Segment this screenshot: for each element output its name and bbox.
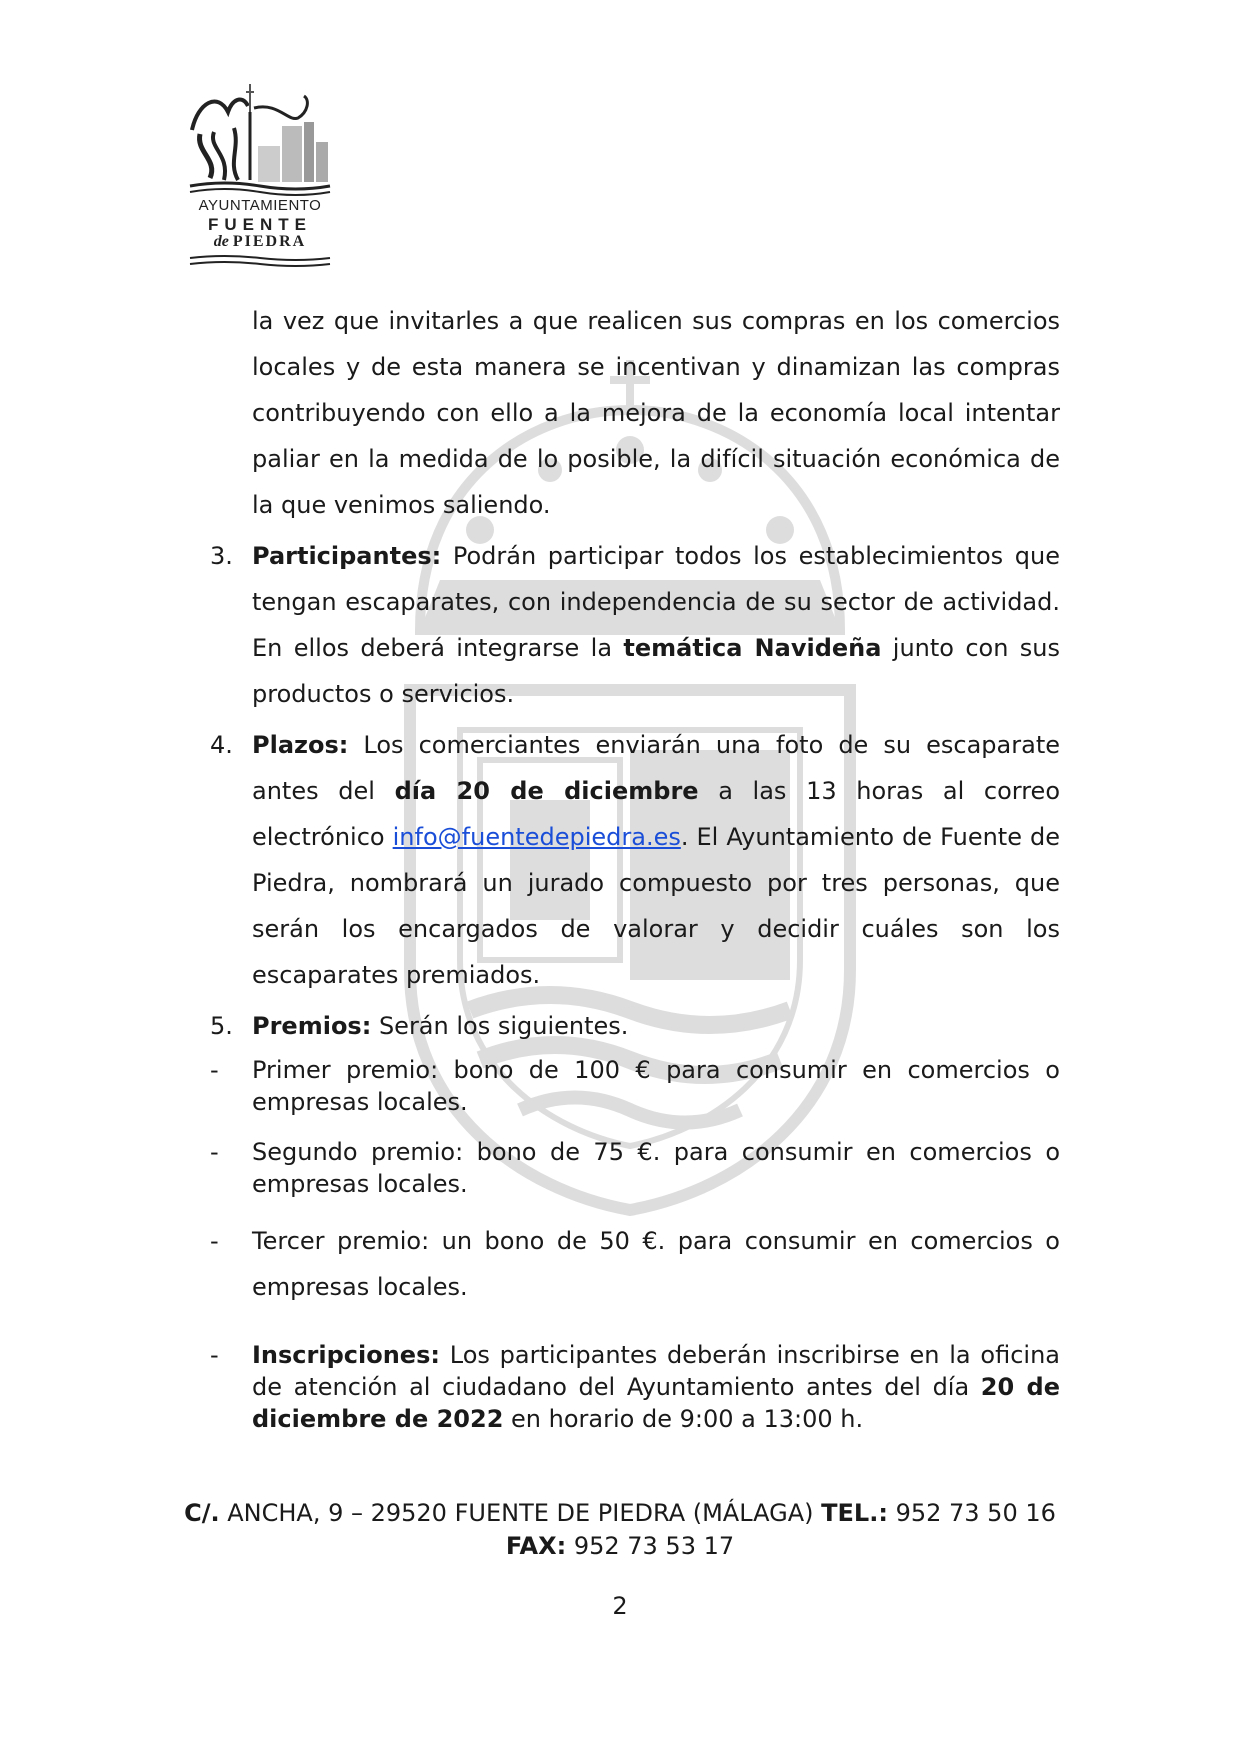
logo-wave-icon [188, 254, 332, 268]
item-title: Premios: [252, 1012, 372, 1040]
dash-marker: - [210, 1138, 219, 1166]
logo-line-ayuntamiento: AYUNTAMIENTO [198, 197, 322, 214]
footer-address-text: ANCHA, 9 – 29520 FUENTE DE PIEDRA (MÁLAGA) [219, 1499, 822, 1527]
fountain-logo-icon [188, 82, 332, 198]
prize-first [210, 1054, 1060, 1118]
item-title: Participantes: [252, 542, 442, 570]
item-text: Podrán participar todos los establecimientos que tengan escaparates, con independencia de su sector de actividad. En ellos deberá integrarse la [252, 542, 1060, 662]
item-text: Serán los siguientes. [371, 1012, 629, 1040]
email-link[interactable]: info@fuentedepiedra.es [392, 823, 681, 851]
item-inscripciones [210, 1339, 1060, 1435]
intro-paragraph: la vez que invitarles a que realicen sus compras en los comercios locales y de esta manera se incentivan y dinamizan las compras contribuyendo con ello a la mejora de la economía local intentar paliar en la medida de lo posible, la difícil situación económica de la que venimos saliendo. [252, 307, 1060, 519]
item-plazos [210, 722, 1060, 998]
prize-text: Tercer premio: un bono de 50 €. para consumir en comercios o empresas locales. [252, 1227, 1060, 1301]
dash-marker: - [210, 1056, 219, 1084]
item-text: a las 13 horas al correo electrónico [252, 777, 1060, 851]
logo-piedra: PIEDRA [232, 233, 307, 250]
ayuntamiento-logo [188, 82, 332, 268]
item-premios [210, 1003, 1060, 1049]
item-text: junto con sus productos o servicios. [252, 634, 1060, 708]
item-text: Los participantes deberán inscribirse en la oficina de atención al ciudadano del Ayuntamiento antes del día [252, 1341, 1060, 1401]
spacer [210, 1315, 1060, 1339]
logo-line-fuente: FUENTE [208, 215, 312, 234]
footer-tel-label: TEL.: [821, 1499, 888, 1527]
item-participantes [210, 533, 1060, 717]
prize-text: Segundo premio: bono de 75 €. para consumir en comercios o empresas locales. [252, 1138, 1060, 1198]
item-text: en horario de 9:00 a 13:00 h. [503, 1405, 864, 1433]
prize-second [210, 1136, 1060, 1200]
item-bold-text: 20 de diciembre de 2022 [252, 1373, 1060, 1433]
footer-fax-label: FAX: [505, 1532, 567, 1560]
item-bold-text: temática Navideña [623, 634, 882, 662]
footer-addr-prefix: C/. [184, 1499, 220, 1527]
item-text: Los comerciantes enviarán una foto de su escaparate antes del [252, 731, 1060, 805]
item-title: Inscripciones: [252, 1341, 440, 1369]
dash-marker: - [210, 1341, 219, 1369]
prize-text: Primer premio: bono de 100 € para consumir en comercios o empresas locales. [252, 1056, 1060, 1116]
item-number: 5. [210, 1012, 233, 1040]
footer-fax [0, 1532, 1240, 1560]
logo-line-piedra [188, 233, 332, 251]
item-number: 4. [210, 731, 233, 759]
logo-de: de [213, 233, 229, 250]
item-bold-text: día 20 de diciembre [394, 777, 699, 805]
item-title: Plazos: [252, 731, 349, 759]
footer-tel: 952 73 50 16 [887, 1499, 1056, 1527]
item-number: 3. [210, 542, 233, 570]
item-text: . El Ayuntamiento de Fuente de Piedra, nombrará un jurado compuesto por tres personas, que serán los encargados de valorar y decidir cuáles son los escaparates premiados. [252, 823, 1061, 989]
document-body [210, 298, 1060, 1440]
footer-fax-number: 952 73 53 17 [566, 1532, 735, 1560]
footer-address [0, 1499, 1240, 1527]
prize-third [210, 1218, 1060, 1310]
page-number: 2 [612, 1592, 628, 1620]
dash-marker: - [210, 1227, 219, 1255]
